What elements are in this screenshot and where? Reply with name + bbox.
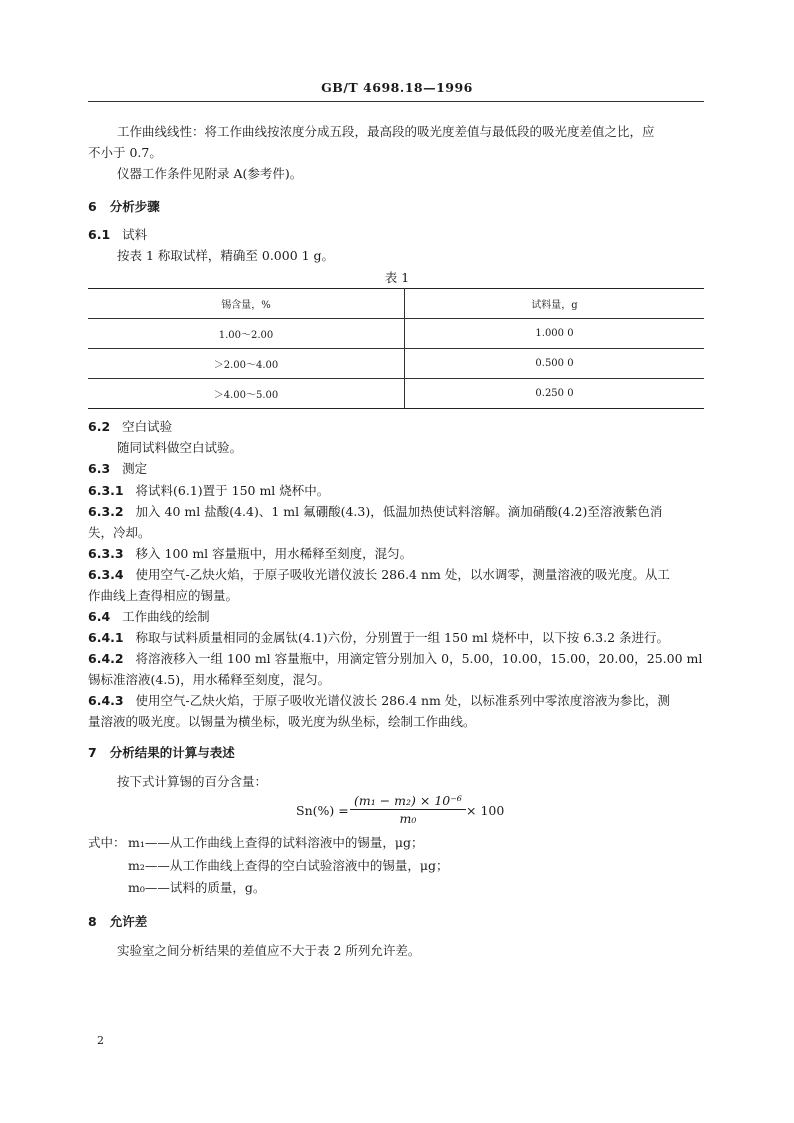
- clause-6-3-4-cont: 作曲线上查得相应的锡量。: [88, 588, 239, 603]
- document-header: GB/T 4698.18—1996: [321, 80, 473, 95]
- section-title: 分析结果的计算与表述: [109, 745, 235, 760]
- table-header-cell: 试料量，g: [405, 289, 705, 319]
- table-cell: 1.000 0: [405, 319, 705, 349]
- section-number: 6.1: [88, 227, 111, 242]
- formula-numerator: (m₁ − m₂) × 10⁻⁶: [350, 793, 466, 810]
- section-number: 6.3: [88, 461, 111, 476]
- section-8-text: 实验室之间分析结果的差值应不大于表 2 所列允许差。: [117, 943, 421, 958]
- formula-fraction: [350, 793, 466, 826]
- section-number: 6.2: [88, 419, 111, 434]
- clause-text: 将试料(6.1)置于 150 ml 烧杯中。: [135, 483, 330, 498]
- table-header-row: [88, 289, 704, 319]
- table-row: [88, 349, 704, 379]
- section-6-1-text: 按表 1 称取试样，精确至 0.000 1 g。: [117, 248, 335, 263]
- section-7-heading: [88, 743, 235, 761]
- table-1-caption: 表 1: [384, 270, 410, 285]
- clause-6-4-3-cont: 量溶液的吸光度。以锡量为横坐标，吸光度为纵坐标，绘制工作曲线。: [88, 714, 476, 729]
- section-title: 工作曲线的绘制: [122, 609, 210, 624]
- clause-6-4-1: [88, 628, 669, 646]
- section-6-4-heading: [88, 607, 210, 625]
- where-m2: m₂——从工作曲线上查得的空白试验溶液中的锡量，μg；: [128, 858, 449, 873]
- section-6-2-text: 随同试料做空白试验。: [117, 440, 243, 455]
- clause-6-3-4: [88, 565, 670, 583]
- clause-number: 6.3.1: [88, 483, 124, 498]
- clause-text: 使用空气-乙炔火焰，于原子吸收光谱仪波长 286.4 nm 处，以标准系列中零浓度溶液为参比，测: [135, 693, 670, 708]
- clause-6-4-2: [88, 649, 702, 667]
- table-cell: ＞4.00～5.00: [88, 379, 405, 409]
- clause-6-3-1: [88, 481, 329, 499]
- clause-number: 6.4.3: [88, 693, 124, 708]
- section-6-heading: [88, 197, 160, 215]
- table-header-cell: 锡含量，%: [88, 289, 405, 319]
- where-m1: m₁——从工作曲线上查得的试料溶液中的锡量，μg；: [128, 835, 424, 850]
- section-7-intro: 按下式计算锡的百分含量：: [117, 774, 268, 789]
- formula-denominator: m₀: [399, 811, 417, 826]
- table-row: [88, 379, 704, 409]
- clause-text: 移入 100 ml 容量瓶中，用水稀释至刻度，混匀。: [135, 546, 413, 561]
- clause-text: 加入 40 ml 盐酸(4.4)、1 ml 氟硼酸(4.3)，低温加热使试料溶解。滴加硝酸(4.2)至溶液紫色消: [135, 504, 663, 519]
- formula-rhs: × 100: [466, 803, 505, 818]
- page-number: 2: [97, 1034, 104, 1047]
- linearity-paragraph-cont: 不小于 0.7。: [88, 145, 162, 160]
- where-m0: m₀——试料的质量，g。: [128, 880, 266, 895]
- section-6-1-heading: [88, 225, 147, 243]
- conditions-paragraph: 仪器工作条件见附录 A(参考件)。: [117, 166, 303, 181]
- section-title: 分析步骤: [109, 199, 160, 214]
- section-title: 空白试验: [122, 419, 173, 434]
- table-cell: 0.250 0: [405, 379, 705, 409]
- header-rule: [88, 101, 704, 102]
- section-8-heading: [88, 912, 147, 930]
- table-row: [88, 319, 704, 349]
- clause-6-3-2-cont: 失，冷却。: [88, 525, 151, 540]
- table-cell: ＞2.00～4.00: [88, 349, 405, 379]
- section-title: 测定: [122, 461, 148, 476]
- section-number: 6: [88, 199, 97, 214]
- clause-number: 6.3.2: [88, 504, 124, 519]
- section-6-3-heading: [88, 459, 147, 477]
- section-title: 试料: [122, 227, 148, 242]
- table-1: [88, 288, 704, 409]
- linearity-paragraph: 工作曲线线性：将工作曲线按浓度分成五段，最高段的吸光度差值与最低段的吸光度差值之比，应: [117, 124, 655, 139]
- formula-lhs: Sn(%) =: [296, 803, 349, 818]
- clause-6-3-3: [88, 544, 412, 562]
- section-number: 8: [88, 914, 97, 929]
- section-title: 允许差: [109, 914, 148, 929]
- clause-text: 将溶液移入一组 100 ml 容量瓶中，用滴定管分别加入 0，5.00，10.00，15.00，20.00，25.00 ml: [135, 651, 703, 666]
- clause-6-4-2-cont: 锡标准溶液(4.5)，用水稀释至刻度，混匀。: [88, 672, 331, 687]
- clause-text: 称取与试料质量相同的金属钛(4.1)六份，分别置于一组 150 ml 烧杯中，以下按 6.3.2 条进行。: [135, 630, 670, 645]
- section-number: 7: [88, 745, 97, 760]
- clause-6-3-2: [88, 502, 662, 520]
- table-cell: 0.500 0: [405, 349, 705, 379]
- section-6-2-heading: [88, 417, 172, 435]
- clause-number: 6.3.4: [88, 567, 124, 582]
- table-cell: 1.00～2.00: [88, 319, 405, 349]
- clause-number: 6.3.3: [88, 546, 124, 561]
- where-label: 式中：: [88, 835, 126, 850]
- clause-text: 使用空气-乙炔火焰，于原子吸收光谱仪波长 286.4 nm 处，以水调零，测量溶液的吸光度。从工: [135, 567, 670, 582]
- clause-6-4-3: [88, 691, 670, 709]
- clause-number: 6.4.2: [88, 651, 124, 666]
- clause-number: 6.4.1: [88, 630, 124, 645]
- section-number: 6.4: [88, 609, 111, 624]
